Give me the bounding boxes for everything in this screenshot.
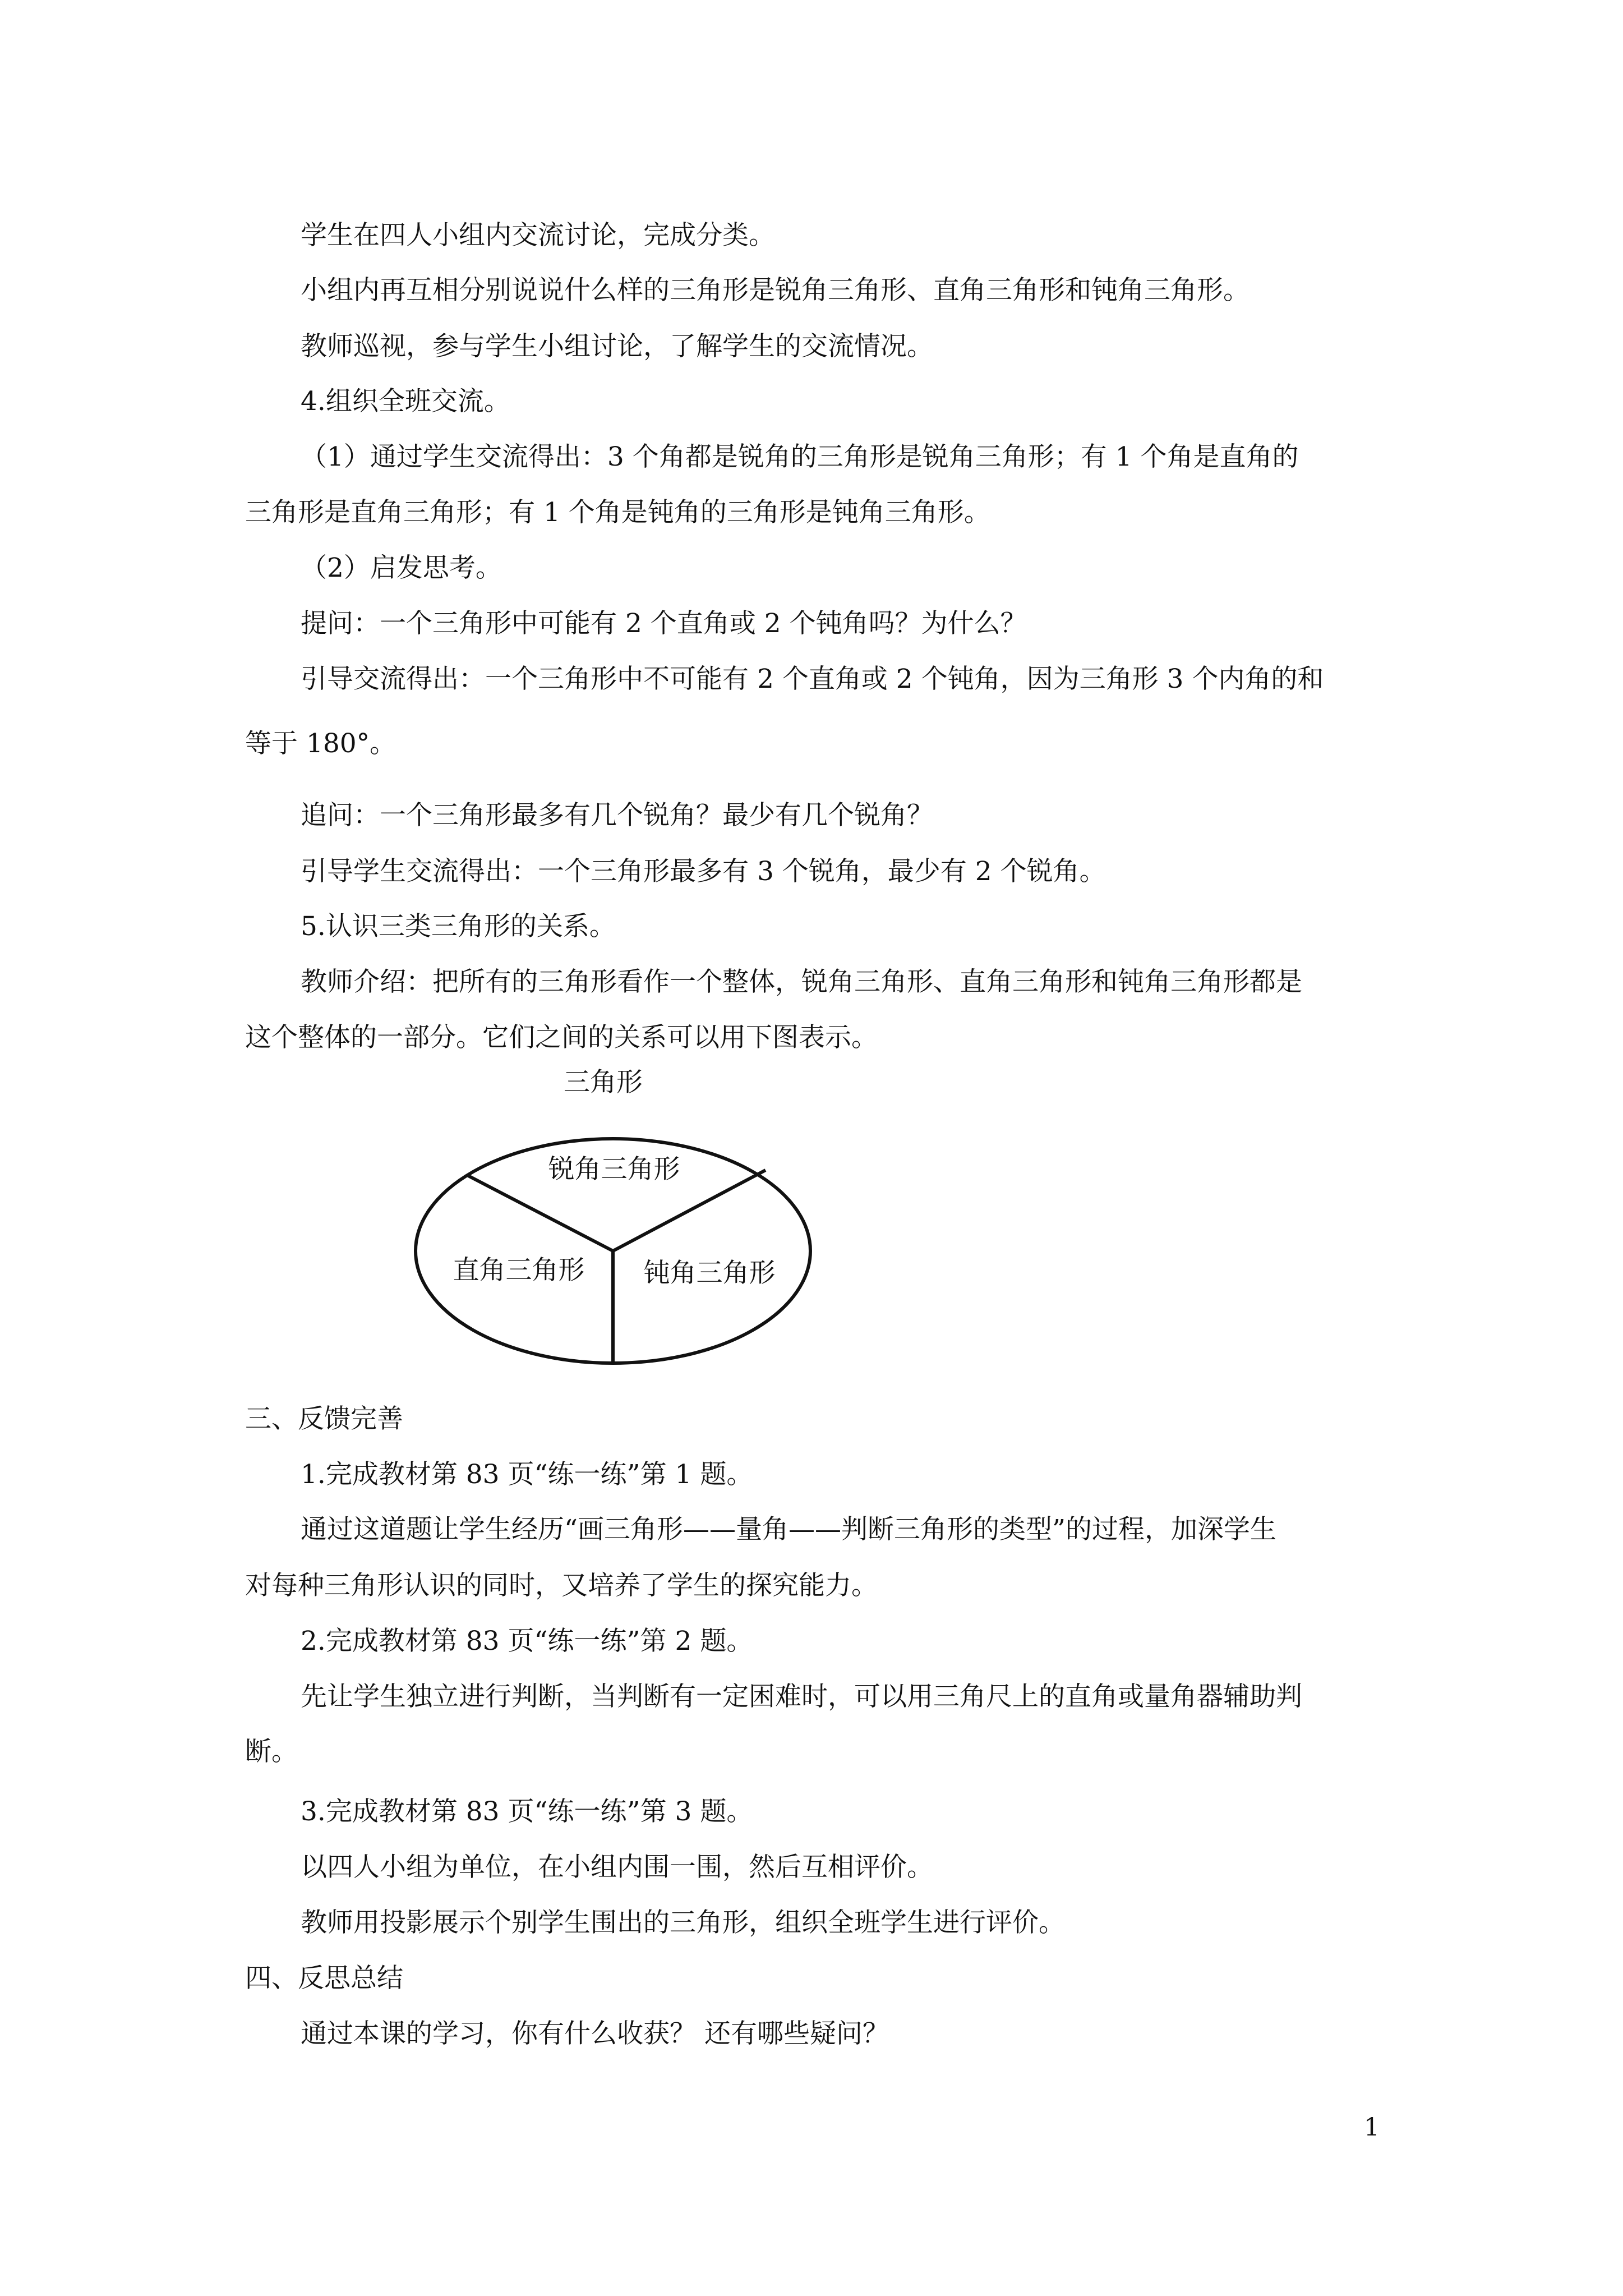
section-heading: 四、反思总结 — [245, 1963, 403, 1994]
paragraph: 先让学生独立进行判断，当判断有一定困难时，可以用三角尺上的直角或量角器辅助判 — [301, 1681, 1302, 1712]
paragraph: 学生在四人小组内交流讨论，完成分类。 — [301, 220, 775, 251]
paragraph: （1）通过学生交流得出：3 个角都是锐角的三角形是锐角三角形；有 1 个角是直角的 — [301, 441, 1299, 472]
paragraph: 2.完成教材第 83 页“练一练”第 2 题。 — [301, 1626, 753, 1657]
obtuse-region-label: 钝角三角形 — [643, 1258, 776, 1289]
paragraph: 3.完成教材第 83 页“练一练”第 3 题。 — [301, 1796, 753, 1827]
paragraph: 小组内再互相分别说说什么样的三角形是锐角三角形、直角三角形和钝角三角形。 — [301, 275, 1249, 306]
paragraph: 教师用投影展示个别学生围出的三角形，组织全班学生进行评价。 — [301, 1907, 1065, 1938]
paragraph: 引导学生交流得出：一个三角形最多有 3 个锐角，最少有 2 个锐角。 — [301, 856, 1106, 887]
section-heading: 三、反馈完善 — [245, 1404, 403, 1434]
paragraph: 等于 180°。 — [245, 728, 396, 759]
paragraph: 引导交流得出：一个三角形中不可能有 2 个直角或 2 个钝角，因为三角形 3 个内角的和 — [301, 664, 1324, 694]
paragraph: 以四人小组为单位，在小组内围一围，然后互相评价。 — [301, 1852, 933, 1883]
right-region-label: 直角三角形 — [453, 1255, 585, 1286]
paragraph: 通过这道题让学生经历“画三角形——量角——判断三角形的类型”的过程，加深学生 — [301, 1514, 1277, 1545]
paragraph: 对每种三角形认识的同时，又培养了学生的探究能力。 — [245, 1570, 878, 1601]
paragraph: （2）启发思考。 — [301, 553, 502, 583]
paragraph: 三角形是直角三角形；有 1 个角是钝角的三角形是钝角三角形。 — [245, 497, 990, 528]
paragraph: 教师介绍：把所有的三角形看作一个整体，锐角三角形、直角三角形和钝角三角形都是 — [301, 967, 1302, 997]
paragraph: 通过本课的学习，你有什么收获？ 还有哪些疑问？ — [301, 2018, 889, 2049]
diagram-title: 三角形 — [564, 1067, 643, 1098]
page-number: 1 — [1364, 2113, 1380, 2142]
paragraph: 断。 — [245, 1736, 298, 1767]
paragraph: 教师巡视，参与学生小组讨论，了解学生的交流情况。 — [301, 331, 933, 362]
paragraph: 5.认识三类三角形的关系。 — [301, 911, 616, 942]
paragraph: 提问：一个三角形中可能有 2 个直角或 2 个钝角吗？为什么？ — [301, 608, 1027, 639]
paragraph: 1.完成教材第 83 页“练一练”第 1 题。 — [301, 1459, 753, 1490]
triangle-classification-diagram — [412, 1066, 816, 1380]
paragraph: 追问：一个三角形最多有几个锐角？最少有几个锐角？ — [301, 800, 933, 831]
acute-region-label: 锐角三角形 — [548, 1154, 680, 1185]
divider-left — [467, 1175, 613, 1251]
paragraph: 4.组织全班交流。 — [301, 386, 510, 417]
ellipse-diagram — [412, 1066, 816, 1380]
paragraph: 这个整体的一部分。它们之间的关系可以用下图表示。 — [245, 1022, 878, 1053]
